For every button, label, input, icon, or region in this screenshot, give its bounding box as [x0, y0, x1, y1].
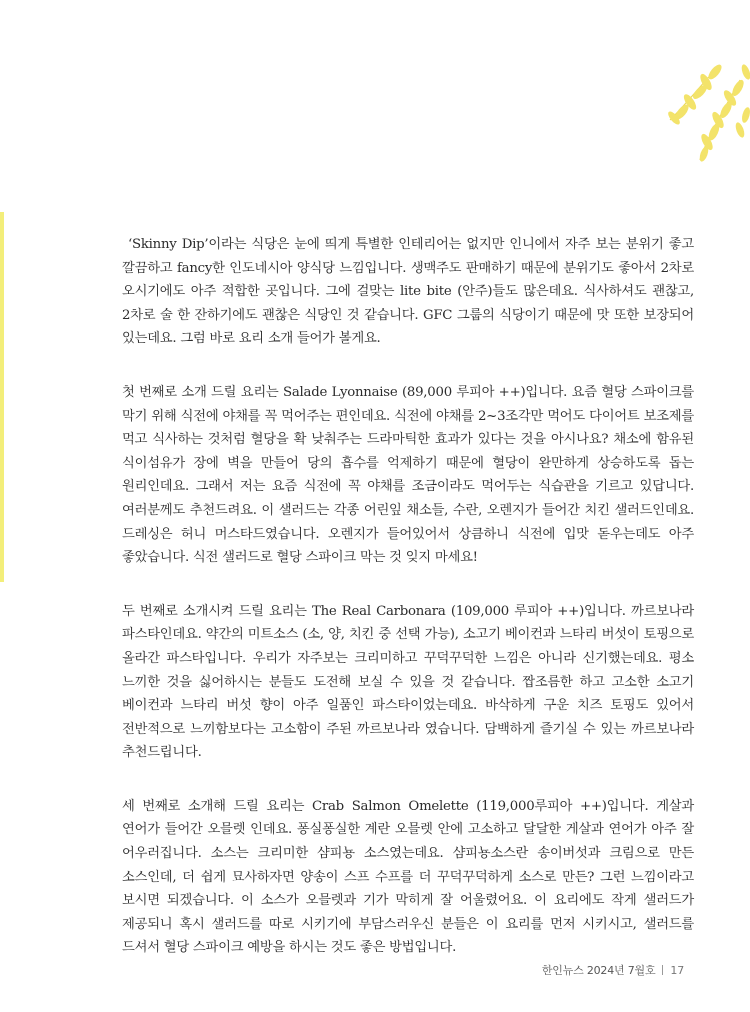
accent-bar [0, 212, 4, 582]
paragraph-salade-lyonnaise: 첫 번째로 소개 드릴 요리는 Salade Lyonnaise (89,000 루피아 ++)입니다. 요즘 혈당 스파이크를 막기 위해 식전에 야채를 꼭 먹어주는 편인데요. 식전에 야채를 2~3조각만 먹어도 다이어트 보조제를 먹고 식사하는 것처럼 혈당을 확 낮춰주는 드라마틱한 효과가 있다는 것을 아시나요? 채소에 함유된 식이섬유가 장에 벽을 만들어 당의 흡수를 억제하기 때문에 혈당이 완만하게 상승하도록 돕는 원리인데요. 그래서 저는 요즘 식전에 꼭 야채를 조금이라도 먹어두는 식습관을 기르고 있답니다. 여러분께도 추천드려요. 이 샐러드는 각종 어린잎 채소들, 수란, 오렌지가 들어간 치킨 샐러드인데요. 드레싱은 허니 머스타드였습니다. 오렌지가 들어있어서 상큼하니 식전에 입맛 돋우는데도 아주 좋았습니다. 식전 샐러드로 혈당 스파이크 막는 것 잊지 마세요! [122, 384, 694, 566]
footer-divider [662, 965, 663, 975]
paragraph-carbonara: 두 번째로 소개시켜 드릴 요리는 The Real Carbonara (109,000 루피아 ++)입니다. 까르보나라 파스타인데요. 약간의 미트소스 (소, 양, 치킨 중 선택 가능), 소고기 베이컨과 느타리 버섯이 토핑으로 올라간 파스타입니다. 우리가 자주보는 크리미하고 꾸덕꾸덕한 느낌은 아니라 신기했는데요. 평소 느끼한 것을 싫어하시는 분들도 도전해 보실 수 있을 것 같습니다. 짭조름한 하고 고소한 소고기 베이컨과 느타리 버섯 향이 아주 일품인 파스타이었는데요. 바삭하게 구운 치즈 토핑도 있어서 전반적으로 느끼함보다는 고소함이 주된 까르보나라 였습니다. 담백하게 즐기실 수 있는 까르보나라 추천드립니다. [122, 603, 694, 761]
page-footer [542, 962, 684, 978]
publication-name: 한인뉴스 2024년 7월호 [541, 964, 656, 977]
article-body [122, 233, 694, 990]
paragraph-omelette: 세 번째로 소개해 드릴 요리는 Crab Salmon Omelette (119,000루피아 ++)입니다. 게살과 연어가 들어간 오믈렛 인데요. 퐁실퐁실한 계란 오믈렛 안에 고소하고 달달한 게살과 연어가 아주 잘 어우러집니다. 소스는 크리미한 샴피뇽 소스였는데요. 샴피뇽소스란 송이버섯과 크림으로 만든 소스인데, 더 쉽게 묘사하자면 양송이 스프 수프를 더 꾸덕꾸덕하게 소스로 만든? 그런 느낌이라고 보시면 되겠습니다. 이 소스가 오믈렛과 기가 막히게 잘 어울렸어요. 이 요리에도 작게 샐러드가 제공되니 혹시 샐러드를 따로 시키기에 부담스러우신 분들은 이 요리를 먼저 시키시고, 샐러드를 드셔서 혈당 스파이크 예방을 하시는 것도 좋은 방법입니다. [122, 798, 694, 956]
page-number: 17 [670, 964, 684, 977]
yellow-leaves-icon [660, 60, 750, 170]
paragraph-intro: ‘Skinny Dip’이라는 식당은 눈에 띄게 특별한 인테리어는 없지만 인니에서 자주 보는 분위기 좋고 깔끔하고 fancy한 인도네시아 양식당 느낌입니다. 생맥주도 판매하기 때문에 분위기도 좋아서 2차로 오시기에도 아주 적합한 곳입니다. 그에 걸맞는 lite bite (안주)들도 많은데요. 식사하셔도 괜찮고, 2차로 술 한 잔하기에도 괜찮은 식당인 것 같습니다. GFC 그룹의 식당이기 때문에 맛 또한 보장되어 있는데요. 그럼 바로 요리 소개 들어가 볼게요. [122, 237, 694, 347]
